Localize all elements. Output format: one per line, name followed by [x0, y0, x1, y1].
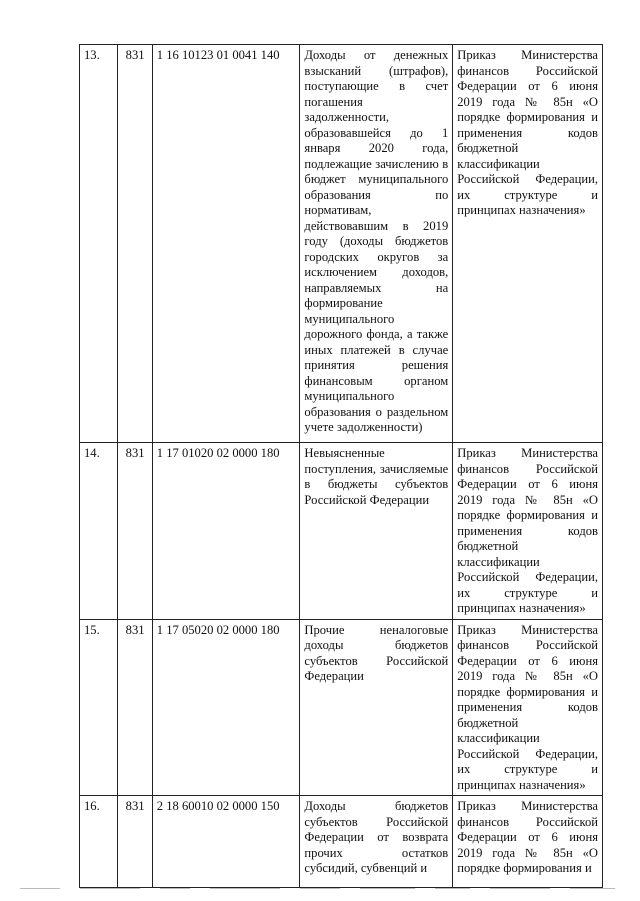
row-number: 13.: [80, 45, 118, 443]
table-row: [80, 443, 603, 620]
revenue-description: Доходы от денежных взысканий (штрафов), поступающие в счет погашения задолженности, образовавшейся до 1 января 2020 года, подлежащие зачислению в бюджет муниципального образования по нормативам, действовавшим в 2019 году (доходы бюджетов городских округов за исключением доходов, направляемых на формирование муниципального дорожного фонда, а также иных платежей в случае принятия решения финансовым органом муниципального образования о раздельном учете задолженности): [300, 45, 453, 443]
administrator-code: 831: [118, 619, 152, 796]
regulatory-document: Приказ Министерства финансов Российской Федерации от 6 июня 2019 года № 85н «О порядке формирования и применения кодов бюджетной классификации Российской Федерации, их структуре и принципах назначения»: [453, 443, 603, 620]
regulatory-document: Приказ Министерства финансов Российской Федерации от 6 июня 2019 года № 85н «О порядке формирования и: [453, 796, 603, 888]
budget-classification-code: 1 16 10123 01 0041 140: [152, 45, 300, 443]
table-row: [80, 796, 603, 888]
revenue-description: Доходы бюджетов субъектов Российской Федерации от возврата прочих остатков субсидий, субвенций и: [300, 796, 453, 888]
table-row: [80, 619, 603, 796]
administrator-code: 831: [118, 443, 152, 620]
page-bottom-edge: [0, 880, 640, 901]
budget-classification-code: 2 18 60010 02 0000 150: [152, 796, 300, 888]
row-number: 15.: [80, 619, 118, 796]
revenue-description: Прочие неналоговые доходы бюджетов субъектов Российской Федерации: [300, 619, 453, 796]
budget-classification-code: 1 17 05020 02 0000 180: [152, 619, 300, 796]
budget-classification-code: 1 17 01020 02 0000 180: [152, 443, 300, 620]
administrator-code: 831: [118, 45, 152, 443]
budget-revenue-table: [79, 44, 603, 888]
regulatory-document: Приказ Министерства финансов Российской Федерации от 6 июня 2019 года № 85н «О порядке формирования и применения кодов бюджетной классификации Российской Федерации, их структуре и принципах назначения»: [453, 619, 603, 796]
regulatory-document: Приказ Министерства финансов Российской Федерации от 6 июня 2019 года № 85н «О порядке формирования и применения кодов бюджетной классификации Российской Федерации, их структуре и принципах назначения»: [453, 45, 603, 443]
table-row: [80, 45, 603, 443]
revenue-description: Невыясненные поступления, зачисляемые в бюджеты субъектов Российской Федерации: [300, 443, 453, 620]
administrator-code: 831: [118, 796, 152, 888]
row-number: 14.: [80, 443, 118, 620]
row-number: 16.: [80, 796, 118, 888]
